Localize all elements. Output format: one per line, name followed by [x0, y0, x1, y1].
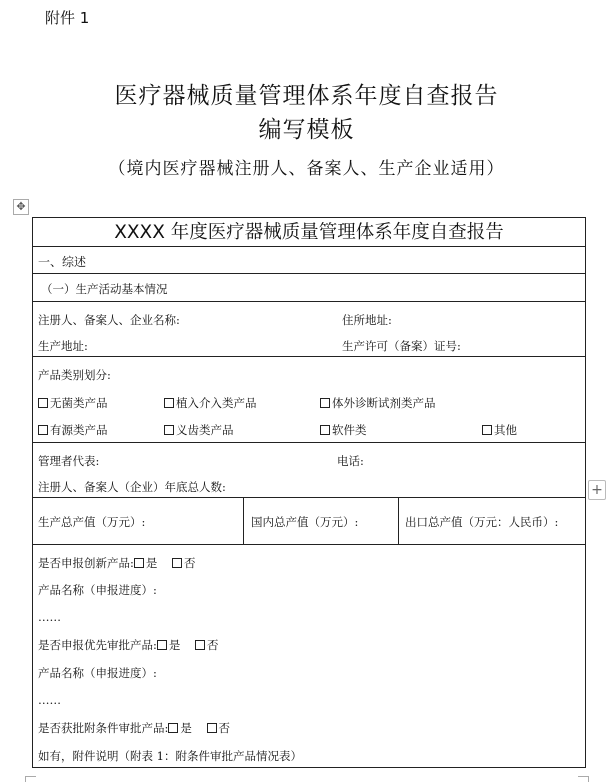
table-row: [33, 357, 585, 443]
attachment-label: 附件 1: [45, 9, 90, 27]
checkbox-icon[interactable]: [172, 558, 182, 568]
table-row: [33, 443, 585, 498]
page-subtitle: （境内医疗器械注册人、备案人、生产企业适用）: [108, 159, 505, 179]
checkbox-icon[interactable]: [195, 640, 205, 650]
page-title-line2: 编写模板: [258, 117, 355, 143]
table-row: [33, 498, 585, 545]
field-label: 生产许可（备案）证号:: [342, 339, 461, 353]
section-heading: 一、综述: [38, 255, 87, 269]
table-row: [33, 274, 585, 302]
checkbox-icon: [38, 398, 48, 408]
field-label: 管理者代表:: [38, 454, 100, 468]
checkbox-icon: [320, 398, 330, 408]
field-label: 产品类别划分:: [38, 368, 111, 382]
table-row: [33, 247, 585, 274]
field-label: 注册人、备案人（企业）年底总人数:: [38, 480, 226, 494]
checkbox-icon[interactable]: [168, 723, 178, 733]
table-row: [33, 302, 585, 357]
field-label: 国内总产值（万元）:: [251, 515, 359, 529]
checkbox-item[interactable]: 无菌类产品: [38, 395, 108, 411]
checkbox-icon: [164, 398, 174, 408]
table-row: [33, 545, 585, 767]
margin-guide-left: [25, 776, 36, 782]
checkbox-icon[interactable]: [157, 640, 167, 650]
checkbox-icon: [164, 425, 174, 435]
checkbox-icon: [482, 425, 492, 435]
question-label: 是否申报创新产品: 是 否: [38, 556, 196, 570]
subsection-heading: （一）生产活动基本情况: [41, 282, 168, 296]
field-label: 生产地址:: [38, 339, 88, 353]
table-heading: XXXX 年度医疗器械质量管理体系年度自查报告: [33, 218, 585, 247]
question-label: 是否申报优先审批产品: 是 否: [38, 638, 219, 652]
checkbox-item[interactable]: 体外诊断试剂类产品: [320, 395, 436, 411]
margin-guide-right: [578, 776, 589, 782]
move-icon[interactable]: ✥: [13, 199, 29, 215]
cell-divider: [398, 498, 399, 544]
field-label: 产品名称（申报进度）:: [38, 583, 157, 597]
checkbox-icon[interactable]: [207, 723, 217, 733]
field-label: 电话:: [337, 454, 364, 468]
question-label: 是否获批附条件审批产品: 是 否: [38, 721, 230, 735]
checkbox-icon[interactable]: [134, 558, 144, 568]
cell-divider: [243, 498, 244, 544]
ellipsis-text: ……: [38, 693, 61, 707]
field-label: 注册人、备案人、企业名称:: [38, 313, 180, 327]
checkbox-icon: [320, 425, 330, 435]
field-label: 生产总产值（万元）:: [38, 515, 146, 529]
checkbox-item[interactable]: 其他: [482, 422, 517, 438]
checkbox-icon: [38, 425, 48, 435]
report-table: [32, 217, 586, 768]
plus-icon[interactable]: +: [588, 480, 606, 500]
checkbox-item[interactable]: 义齿类产品: [164, 422, 234, 438]
field-label: 产品名称（申报进度）:: [38, 666, 157, 680]
appendix-note: 如有，附件说明（附表 1：附条件审批产品情况表）: [38, 749, 302, 763]
checkbox-item[interactable]: 植入介入类产品: [164, 395, 257, 411]
checkbox-item[interactable]: 软件类: [320, 422, 367, 438]
field-label: 出口总产值（万元：人民币）:: [405, 515, 559, 529]
checkbox-item[interactable]: 有源类产品: [38, 422, 108, 438]
page-title: 医疗器械质量管理体系年度自查报告: [114, 83, 499, 109]
ellipsis-text: ……: [38, 610, 61, 624]
field-label: 住所地址:: [342, 313, 392, 327]
